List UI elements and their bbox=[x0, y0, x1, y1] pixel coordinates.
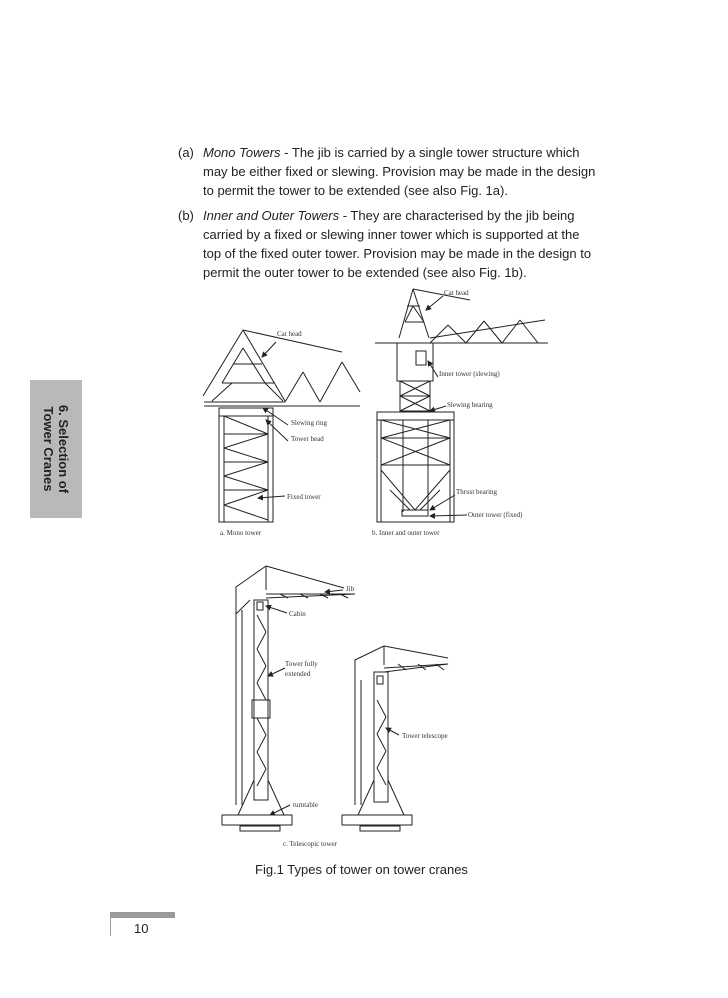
figure-caption: Fig.1 Types of tower on tower cranes bbox=[255, 862, 468, 877]
label-fixed-tower: Fixed tower bbox=[287, 493, 321, 501]
paragraph-label: (b) bbox=[178, 208, 194, 223]
sub-caption-telescopic-tower: c. Telescopic tower bbox=[283, 840, 337, 848]
mono-tower-drawing bbox=[203, 330, 360, 522]
label-slewing-ring: Slewing ring bbox=[291, 419, 327, 427]
sub-caption-inner-outer-tower: b. Inner and outer tower bbox=[372, 529, 440, 537]
paragraph-term: Inner and Outer Towers bbox=[203, 208, 340, 223]
footer-bar bbox=[110, 912, 175, 918]
label-outer-tower: Outer tower (fixed) bbox=[468, 511, 523, 519]
page-number: 10 bbox=[134, 921, 149, 936]
footer-rule bbox=[110, 918, 111, 936]
label-inner-tower: Inner tower (slewing) bbox=[439, 370, 500, 378]
label-tower-telescope: Tower telescope bbox=[402, 732, 448, 740]
sub-caption-mono-tower: a. Mono tower bbox=[220, 529, 262, 537]
paragraph-text: - The jib is carried by a single tower structure which may be either fixed or slewing. Provision may be made in the design to permit the tower to be extended (see also Fig. 1a). bbox=[203, 145, 596, 198]
section-tab-line-2: Tower Cranes bbox=[41, 406, 56, 492]
label-turntable: turntable bbox=[293, 801, 318, 809]
label-cabin: Cabin bbox=[289, 610, 306, 618]
label-tower-fully-line2: extended bbox=[285, 670, 311, 678]
label-thrust-bearing: Thrust bearing bbox=[456, 488, 498, 496]
paragraph-label: (a) bbox=[178, 145, 194, 160]
telescopic-tower-extended-drawing bbox=[222, 566, 355, 831]
label-slewing-bearing: Slewing bearing bbox=[447, 401, 493, 409]
label-cat-head-b: Cat head bbox=[444, 289, 469, 297]
label-cat-head-a: Cat head bbox=[277, 330, 302, 338]
paragraph-term: Mono Towers bbox=[203, 145, 281, 160]
label-jib: Jib bbox=[346, 585, 355, 593]
label-tower-head: Tower head bbox=[291, 435, 324, 443]
section-tab-line-1: 6. Selection of bbox=[56, 404, 71, 494]
label-tower-fully-line1: Tower fully bbox=[285, 660, 318, 668]
paragraph-text: - They are characterised by the jib being carried by a fixed or slewing inner tower which is supported at the top of the fixed outer tower. Provision may be made in the design to permit the outer tower to be extended (see also Fig. 1b). bbox=[203, 208, 592, 280]
